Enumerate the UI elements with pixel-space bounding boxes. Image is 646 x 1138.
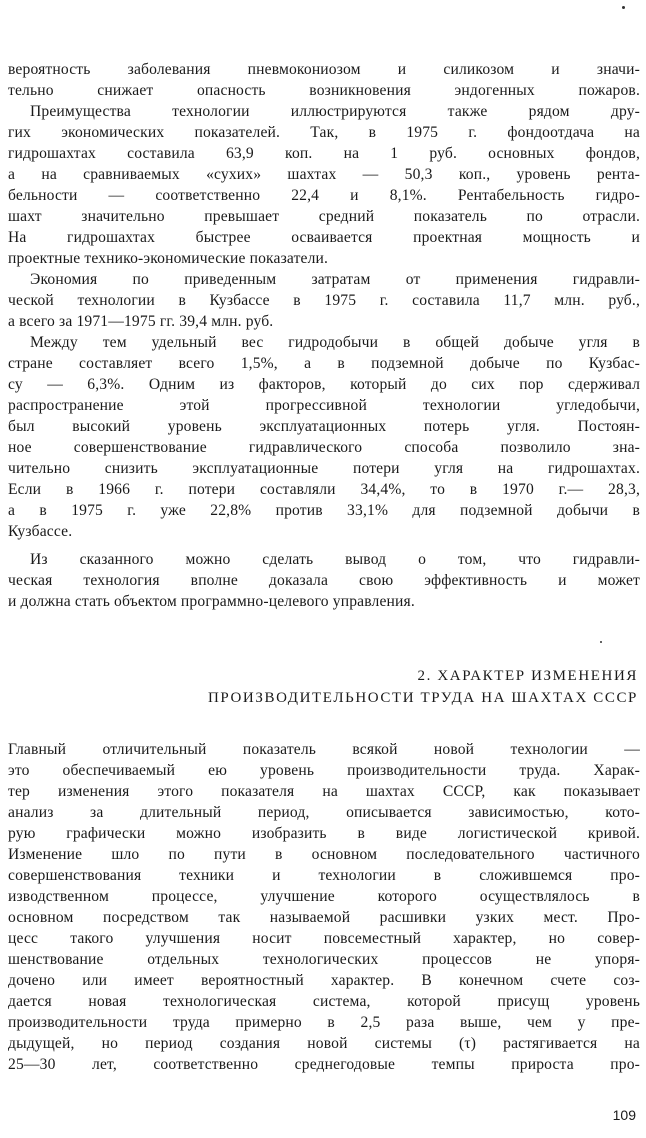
text-line: дочено или имеет вероятностный характер. В конечном счете соз-	[8, 972, 640, 989]
page-number: 109	[612, 1107, 636, 1123]
text-line: ческая технология вполне доказала свою эффективность и может	[8, 572, 640, 589]
text-line: изводственном процессе, улучшение которого осуществлялось в	[8, 888, 640, 905]
text-line: Если в 1966 г. потери составляли 34,4%, то в 1970 г.— 28,3,	[8, 481, 640, 498]
text-line: основном посредством так называемой расшивки узких мест. Про-	[8, 909, 640, 926]
text-line: Экономия по приведенным затратам от применения гидравли-	[30, 271, 640, 288]
text-line: производительности труда примерно в 2,5 раза выше, чем у пре-	[8, 1014, 640, 1031]
print-speck	[622, 6, 625, 9]
text-line: тельно снижает опасность возникновения эндогенных пожаров.	[8, 82, 640, 99]
text-line: гидрошахтах составила 63,9 коп. на 1 руб. основных фондов,	[8, 145, 640, 162]
section-heading-line-2: ПРОИЗВОДИТЕЛЬНОСТИ ТРУДА НА ШАХТАХ СССР	[207, 690, 638, 706]
text-line: дается новая технологическая система, которой присущ уровень	[8, 993, 640, 1010]
text-line: а всего за 1971—1975 гг. 39,4 млн. руб.	[8, 313, 274, 330]
text-line: и должна стать объектом программно-целевого управления.	[8, 593, 415, 610]
text-line: проектные технико-экономические показатели.	[8, 250, 329, 267]
text-line: Между тем удельный вес гидродобычи в общей добыче угля в	[30, 334, 640, 351]
text-line: а в 1975 г. уже 22,8% против 33,1% для подземной добычи в	[8, 502, 640, 519]
text-line: гих экономических показателей. Так, в 1975 г. фондоотдача на	[8, 124, 640, 141]
text-line: Из сказанного можно сделать вывод о том, что гидравли-	[30, 551, 640, 568]
text-line: дыдущей, но период создания новой системы (τ) растягивается на	[8, 1035, 640, 1052]
text-line: шахт значительно превышает средний показатель по отрасли.	[8, 208, 640, 225]
text-line: чительно снизить эксплуатационные потери угля на гидрошахтах.	[8, 460, 640, 477]
text-line: был высокий уровень эксплуатационных потерь угля. Постоян-	[8, 418, 640, 435]
text-line: ное совершенствование гидравлического способа позволило зна-	[8, 439, 640, 456]
text-line: 25—30 лет, соответственно среднегодовые темпы прироста про-	[8, 1056, 640, 1073]
text-line: Кузбассе.	[8, 523, 73, 540]
text-line: совершенствования техники и технологии в сложившемся про-	[8, 867, 640, 884]
text-line: шенствование отдельных технологических процессов не упоря-	[8, 951, 640, 968]
text-line: вероятность заболевания пневмокониозом и силикозом и значи-	[8, 61, 640, 78]
text-line: Преимущества технологии иллюстрируются также рядом дру-	[30, 103, 640, 120]
print-speck	[600, 641, 602, 643]
text-line: Изменение шло по пути в основном последовательного частичного	[8, 846, 640, 863]
text-line: цесс такого улучшения носит повсеместный характер, но совер-	[8, 930, 640, 947]
text-line: су — 6,3%. Одним из факторов, который до сих пор сдерживал	[8, 376, 640, 393]
text-line: Главный отличительный показатель всякой новой технологии —	[8, 741, 640, 758]
text-line: это обеспечиваемый ею уровень производительности труда. Харак-	[8, 762, 640, 779]
text-line: На гидрошахтах быстрее осваивается проектная мощность и	[8, 229, 640, 246]
text-line: стране составляет всего 1,5%, а в подземной добыче по Кузбас-	[8, 355, 640, 372]
section-heading-line-1: 2. ХАРАКТЕР ИЗМЕНЕНИЯ	[417, 668, 638, 684]
text-line: а на сравниваемых «сухих» шахтах — 50,3 коп., уровень рента-	[8, 166, 640, 183]
text-line: анализ за длительный период, описывается зависимостью, кото-	[8, 804, 640, 821]
text-line: ческой технологии в Кузбассе в 1975 г. составила 11,7 млн. руб.,	[8, 292, 640, 309]
text-line: бельности — соответственно 22,4 и 8,1%. Рентабельность гидро-	[8, 187, 640, 204]
text-line: распространение этой прогрессивной технологии угледобычи,	[8, 397, 640, 414]
text-line: рую графически можно изобразить в виде логистической кривой.	[8, 825, 640, 842]
text-line: тер изменения этого показателя на шахтах СССР, как показывает	[8, 783, 640, 800]
